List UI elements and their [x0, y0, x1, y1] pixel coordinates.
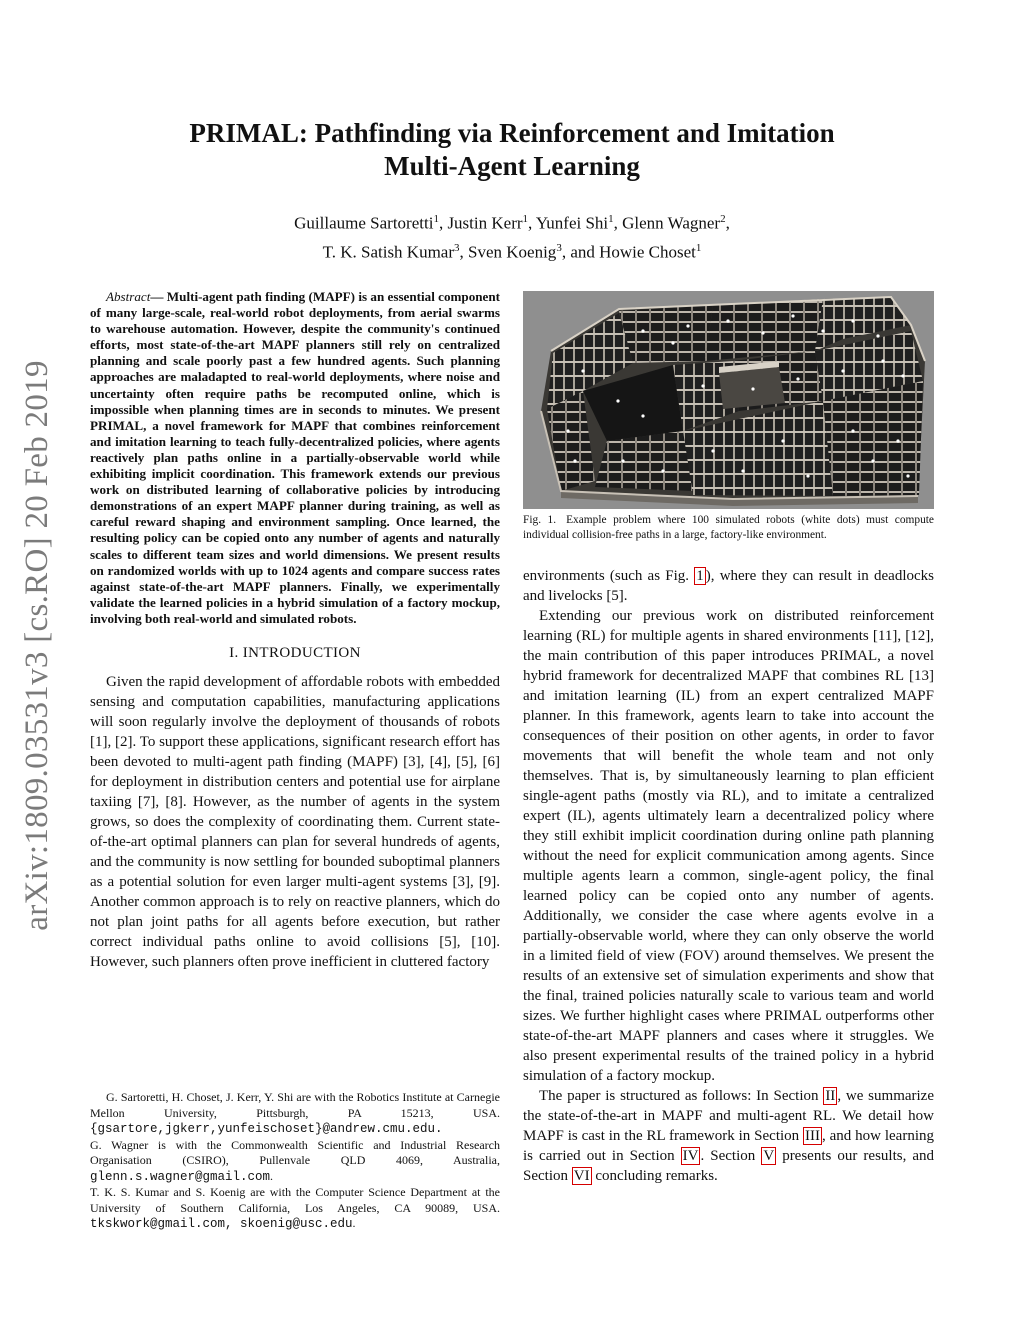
affiliation-mark: 1 [433, 213, 439, 225]
left-column [90, 289, 500, 972]
abstract-dash: — [150, 289, 164, 304]
arxiv-stamp [12, 345, 62, 945]
footnote-period: . [352, 1216, 356, 1230]
figure-1-image [523, 291, 934, 509]
footnote-usc [90, 1185, 500, 1233]
footnote-email: tkskwork@gmail.com, skoenig@usc.edu [90, 1217, 353, 1231]
affiliation-mark: 2 [720, 213, 726, 225]
section-ii-link[interactable]: II [825, 1088, 836, 1104]
footnotes [90, 1090, 500, 1233]
section-heading-introduction: I. INTRODUCTION [229, 644, 361, 661]
paragraph-text: ), where they can result in deadlocks and livelocks [5]. [523, 568, 934, 604]
author-name: , Yunfei Shi [528, 213, 609, 233]
title-line-2: Multi-Agent Learning [384, 151, 640, 181]
author-name: , Sven Koenig [459, 242, 557, 262]
footnote-text: G. Wagner is with the Commonwealth Scientific and Industrial Research Organisation (CSIRO), Pullenvale QLD 4069, Australia, [90, 1137, 500, 1167]
footnote-email: glenn.s.wagner@gmail.com [90, 1169, 271, 1184]
paragraph-text: , we summarize the state-of-the-art in MAPF and multi-agent RL. We detail how MAPF is cast in the RL framework in Section [523, 1088, 934, 1144]
footnote-text: G. Sartoretti, H. Choset, J. Kerr, Y. Shi are with the Robotics Institute at Carnegie Mellon University, Pittsburgh, PA 15213, USA. [90, 1090, 500, 1120]
footnote-email: {gsartore,jgkerr,yunfeischoset}@andrew.cmu.edu. [90, 1122, 443, 1136]
title-line-1: PRIMAL: Pathfinding via Reinforcement and Imitation [189, 118, 835, 148]
affiliation-mark: 1 [522, 213, 529, 225]
paper-title [150, 117, 874, 183]
right-paragraph-2: Extending our previous work on distributed reinforcement learning (RL) for multiple agents in shared environments [11], [12], the main contribution of this paper introduces PRIMAL, a novel hybrid framework for decentralized MAPF that combines RL [13] and imitation learning (IL) from an expert centralized MAPF planner. In this framework, agents learn to take into account the consequences of their position on other agents, in order to favor movements that will benefit the whole team and not only themselves. That is, by simultaneously learning to plan efficient single-agent paths (mostly via RL), and to imitate a centralized expert (IL), agents ultimately learn a decentralized policy where they still exhibit implicit coordination during online path planning without the need for explicit communication among agents. Since multiple agents learn a common, single-agent policy, the final learned policy can be copied onto any number of agents. Additionally, we consider the case where agents evolve in a partially-observable world, where they can only observe the world in a limited field of view (FOV) around themselves. We present the results of an extensive set of simulation experiments and show that the final, trained policies naturally scale to various team and world sizes. We further highlight cases where PRIMAL outperforms other state-of-the-art MAPF planners and cases where it struggles. We also present experimental results of the trained policy in a hybrid simulation of a factory mockup. [523, 608, 934, 1084]
author-name: , Glenn Wagner [613, 213, 721, 233]
section-v-link[interactable]: V [763, 1148, 775, 1164]
abstract [90, 289, 500, 627]
affiliation-mark: 3 [454, 241, 460, 254]
paragraph-text: . Section [700, 1148, 762, 1164]
author-name: Guillaume Sartoretti [294, 213, 434, 233]
factory-render-illustration [523, 291, 934, 509]
affiliation-mark: 3 [556, 241, 562, 254]
abstract-label: Abstract [106, 289, 151, 304]
abstract-text: Multi-agent path finding (MAPF) is an essential component of many large-scale, real-world robot deployments, from aerial swarms to warehouse automation. However, despite the community's continued efforts, most state-of-the-art MAPF planners still rely on centralized planning and scale poorly past a few hundred agents. Such planning approaches are maladapted to real-world deployments, where noise and uncertainty often require paths be recomputed online, which is impossible when planning times are in seconds to minutes. We present PRIMAL, a novel framework for MAPF that combines reinforcement and imitation learning to teach fully-decentralized policies, where agents reactively plan paths online in a partially-observable world while exhibiting implicit coordination. This framework extends our previous work on distributed learning of collaborative policies by introducing demonstrations of an expert MAPF planner during training, as well as careful reward shaping and environment sampling. Once learned, the resulting policy can be copied onto any number of agents and naturally scales to different team sizes and world dimensions. We present results on randomized worlds with up to 1024 agents and compare success rates against state-of-the-art MAPF planners. Finally, we experimentally validate the learned policies in a hybrid simulation of a factory mockup, involving both real-world and simulated robots. [90, 289, 500, 626]
paragraph-text: environments (such as Fig. [523, 568, 695, 584]
right-paragraph-1 [523, 566, 934, 606]
paragraph-text: presents our results, and Section [523, 1148, 935, 1184]
author-separator: , [725, 213, 730, 233]
affiliation-mark: 1 [695, 241, 702, 254]
figure-caption-label: Fig. 1. [523, 514, 557, 526]
footnote-period: . [270, 1168, 274, 1183]
author-name: T. K. Satish Kumar [322, 242, 455, 262]
right-paragraph-3 [523, 1086, 934, 1186]
section-iv-link[interactable]: IV [682, 1148, 699, 1164]
figure-1-link[interactable]: 1 [696, 568, 704, 584]
affiliation-mark: 1 [608, 213, 614, 225]
paragraph-text: , and how learning is carried out in Section [523, 1128, 934, 1164]
section-vi-link[interactable]: VI [573, 1168, 590, 1184]
paragraph-text: concluding remarks. [591, 1168, 718, 1184]
section-iii-link[interactable]: III [805, 1128, 821, 1144]
author-line-2 [150, 236, 874, 265]
right-column [523, 566, 934, 1186]
paragraph-text: The paper is structured as follows: In Section [539, 1088, 824, 1104]
footnote-cmu [90, 1090, 500, 1138]
figure-1-caption [523, 513, 934, 543]
author-name: , Justin Kerr [438, 213, 523, 233]
intro-paragraph: Given the rapid development of affordable robots with embedded sensing and computation capabilities, manufacturing applications will soon regularly involve the deployment of thousands of robots [1], [2]. To support these applications, significant research effort has been devoted to multi-agent path finding (MAPF) [3], [4], [5], [6] for deployment in distribution centers and potential use for airplane taxiing [7], [8]. However, as the number of agents in the system grows, so does the complexity of coordinating them. Current state-of-the-art optimal planners can plan for several hundreds of agents, and the community is now settling for bounded suboptimal planners as a potential solution for even larger multi-agent systems [3], [9]. Another common approach is to rely on reactive planners, which do not plan joint paths for all agents before execution, but rather correct individual paths online to avoid collisions [5], [10]. However, such planners often prove inefficient in cluttered factory [90, 673, 500, 970]
arxiv-stamp-text: arXiv:1809.03531v3 [cs.RO] 20 Feb 2019 [18, 359, 55, 931]
author-list [150, 207, 874, 264]
author-name: , and Howie Choset [561, 242, 696, 262]
footnote-csiro [90, 1138, 500, 1186]
author-line-1 [150, 207, 874, 236]
figure-caption-text: Example problem where 100 simulated robots (white dots) must compute individual collision-free paths in a large, factory-like environment. [523, 514, 934, 541]
footnote-text: T. K. S. Kumar and S. Koenig are with the Computer Science Department at the University of Southern California, Los Angeles, CA 90089, USA. [90, 1185, 500, 1215]
